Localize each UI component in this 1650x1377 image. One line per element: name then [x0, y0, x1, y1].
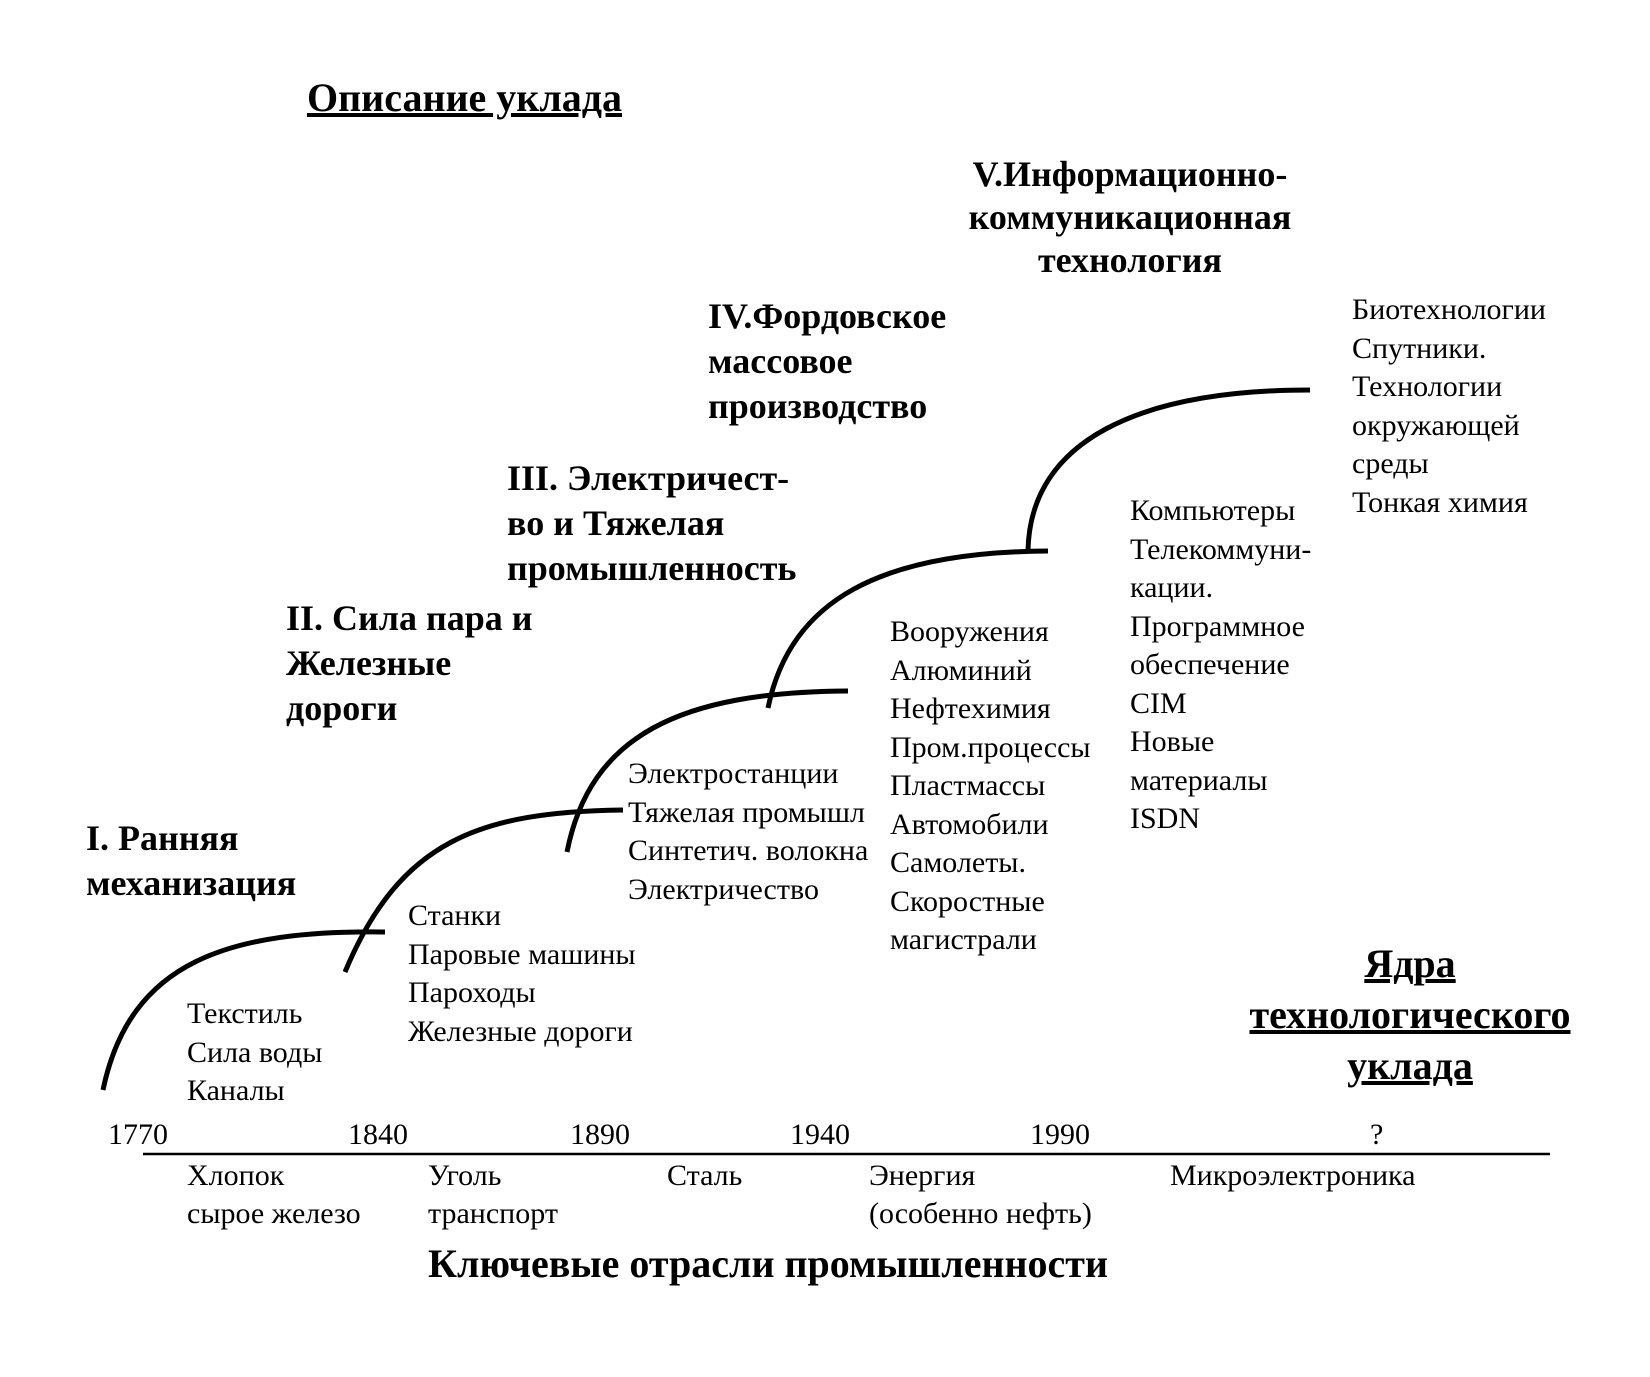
core-item: Вооружения — [890, 615, 1049, 648]
core-item: кации. — [1130, 571, 1214, 604]
wave-title-2 — [286, 596, 532, 731]
industry-item: Энергия — [869, 1159, 976, 1192]
core-item: магистрали — [890, 923, 1037, 956]
core-item: Спутники. — [1352, 331, 1487, 365]
core-item: Паровые машины — [408, 937, 636, 971]
wave-title-line: V.Информационно- — [972, 154, 1288, 194]
core-item: Пром.процессы — [890, 730, 1091, 764]
core-item: Новые — [1130, 725, 1215, 758]
wave-cores-6 — [1352, 291, 1546, 522]
core-item: Скоростные — [890, 884, 1045, 918]
wave-title-3 — [507, 456, 796, 591]
wave-title-line: III. Электричест- — [507, 458, 790, 498]
core-item: Самолеты. — [890, 846, 1026, 879]
wave-cores-1 — [187, 995, 322, 1111]
core-item: Текстиль — [187, 997, 303, 1030]
year-label: 1940 — [790, 1118, 850, 1151]
core-item: Электричество — [628, 872, 819, 906]
core-item: Каналы — [187, 1074, 285, 1107]
year-label: 1770 — [108, 1118, 168, 1151]
wave-title-line: I. Ранняя — [86, 818, 239, 858]
cores-heading — [1210, 938, 1610, 1091]
wave-cores-2 — [408, 897, 636, 1051]
wave-title-line: технология — [1038, 240, 1222, 280]
year-label: 1890 — [570, 1118, 630, 1151]
core-item: Алюминий — [890, 653, 1032, 687]
core-item: Телекоммуни- — [1130, 532, 1312, 566]
wave-title-line: во и Тяжелая — [507, 503, 725, 543]
core-item: Программное — [1130, 609, 1305, 643]
core-item: CIM — [1130, 686, 1187, 720]
core-item: Биотехнологии — [1352, 293, 1546, 326]
industry-group-2 — [428, 1157, 558, 1233]
industry-group-1 — [187, 1157, 361, 1233]
industry-group-4 — [869, 1157, 1092, 1233]
core-item: Пароходы — [408, 976, 536, 1009]
industry-item: Уголь — [428, 1159, 502, 1192]
description-heading: Описание уклада — [307, 75, 623, 120]
industry-item: Хлопок — [187, 1159, 285, 1192]
wave-title-1 — [86, 816, 296, 906]
core-item: Сила воды — [187, 1035, 323, 1069]
wave-title-4 — [708, 294, 946, 429]
cores-heading-line: уклада — [1347, 1043, 1473, 1088]
cores-heading-line: технологического — [1249, 992, 1571, 1037]
year-label: ? — [1370, 1118, 1384, 1151]
core-item: окружающей — [1352, 408, 1520, 442]
core-item: Тонкая химия — [1352, 485, 1528, 519]
wave-title-line: промышленность — [507, 548, 797, 588]
wave-title-line: IV.Фордовское — [708, 296, 947, 336]
year-label: 1840 — [348, 1118, 408, 1151]
core-item: Электростанции — [628, 757, 839, 790]
wave-cores-5 — [1130, 492, 1311, 839]
core-item: Компьютеры — [1130, 494, 1296, 527]
industry-group-5 — [1170, 1157, 1416, 1195]
industry-item: (особенно нефть) — [869, 1197, 1092, 1230]
core-item: обеспечение — [1130, 648, 1290, 681]
core-item: Пластмассы — [890, 769, 1046, 802]
core-item: материалы — [1130, 763, 1268, 797]
industry-group-3 — [667, 1157, 742, 1195]
industry-item: сырое железо — [187, 1197, 361, 1230]
wave-title-line: Железные — [286, 643, 452, 683]
wave-title-line: производство — [708, 386, 928, 426]
wave-title-line: механизация — [86, 863, 297, 903]
industry-item: Сталь — [667, 1159, 743, 1192]
core-item: Синтетич. волокна — [628, 834, 869, 867]
year-label: 1990 — [1030, 1118, 1090, 1151]
core-item: Железные дороги — [408, 1014, 633, 1048]
wave-title-line: дороги — [286, 688, 398, 728]
industry-item: Микроэлектроника — [1170, 1159, 1416, 1192]
core-item: Технологии — [1352, 370, 1503, 403]
industry-item: транспорт — [428, 1197, 558, 1230]
wave-title-line: массовое — [708, 341, 853, 381]
core-item: Автомобили — [890, 807, 1049, 841]
core-item: Нефтехимия — [890, 692, 1051, 725]
wave-title-5 — [930, 153, 1330, 282]
wave-title-line: II. Сила пара и — [286, 598, 533, 638]
cores-heading-line: Ядра — [1364, 941, 1456, 986]
wave-cores-4 — [890, 613, 1091, 960]
core-item: Тяжелая промышл — [628, 795, 865, 829]
core-item: ISDN — [1130, 802, 1201, 835]
core-item: среды — [1352, 447, 1429, 480]
industries-heading: Ключевые отрасли промышленности — [428, 1241, 1108, 1286]
core-item: Станки — [408, 899, 502, 932]
wave-cores-3 — [628, 755, 868, 909]
wave-title-line: коммуникационная — [968, 197, 1292, 237]
